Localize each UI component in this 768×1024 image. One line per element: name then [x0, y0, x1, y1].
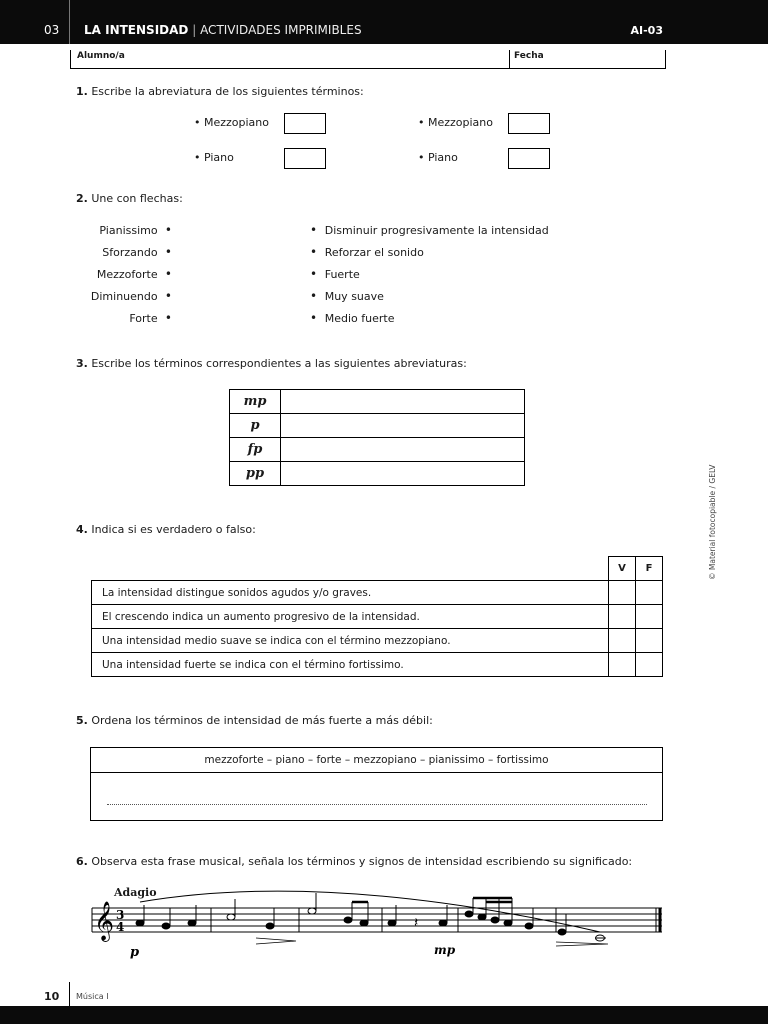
footer-bar: [0, 1006, 768, 1024]
q1-answer-box-1[interactable]: [284, 113, 326, 134]
match-right-item: • Reforzar el sonido: [310, 245, 424, 259]
unit-number: 03: [44, 23, 60, 37]
question-4: [76, 523, 256, 536]
statement: Una intensidad medio suave se indica con el término mezzopiano.: [92, 629, 609, 653]
question-5: [76, 714, 433, 727]
date-label: Fecha: [514, 51, 544, 61]
question-1-number: 1.: [76, 85, 88, 98]
page-header: [0, 0, 768, 44]
true-false-table: [91, 556, 663, 677]
question-6: [76, 855, 632, 868]
q1-answer-box-4[interactable]: [508, 148, 550, 169]
order-box: [90, 747, 663, 821]
answer-line[interactable]: [107, 804, 647, 805]
activity-code: AI-03: [630, 24, 663, 37]
true-column-header: V: [609, 557, 636, 581]
question-2-number: 2.: [76, 192, 88, 205]
unit-title-main: LA INTENSIDAD: [84, 23, 189, 37]
true-checkbox[interactable]: [609, 653, 636, 677]
dynamic-symbol: fp: [230, 438, 281, 462]
tempo-marking: Adagio: [114, 886, 157, 899]
match-right-item: • Muy suave: [310, 289, 384, 303]
match-left-item: Forte •: [129, 311, 172, 325]
music-score: [88, 880, 668, 965]
time-signature-bottom: 4: [116, 920, 125, 934]
staff: [92, 908, 662, 932]
match-right-item: • Disminuir progresivamente la intensidad: [310, 223, 549, 237]
q1-item-1: • Mezzopiano: [194, 116, 270, 129]
match-left-item: Diminuendo •: [90, 289, 172, 303]
false-checkbox[interactable]: [636, 629, 663, 653]
unit-title: LA INTENSIDAD | ACTIVIDADES IMPRIMIBLES: [84, 23, 362, 37]
answer-cell[interactable]: [281, 438, 525, 462]
student-date-divider: [509, 50, 510, 68]
q1-answer-box-2[interactable]: [508, 113, 550, 134]
match-left-item: Sforzando •: [102, 245, 172, 259]
treble-clef-icon: 𝄞: [94, 901, 115, 941]
false-checkbox[interactable]: [636, 653, 663, 677]
q1-item-3: • Piano: [194, 151, 234, 164]
q1-answer-box-3[interactable]: [284, 148, 326, 169]
true-checkbox[interactable]: [609, 581, 636, 605]
decrescendo-hairpin: [556, 942, 608, 946]
true-checkbox[interactable]: [609, 629, 636, 653]
statement: Una intensidad fuerte se indica con el término fortissimo.: [92, 653, 609, 677]
footer-label: Música I: [76, 992, 109, 1001]
header-divider: [69, 0, 70, 44]
crescendo-hairpin: [256, 938, 296, 944]
match-right-item: • Medio fuerte: [310, 311, 395, 325]
match-left-column: [60, 223, 172, 333]
match-right-item: • Fuerte: [310, 267, 360, 281]
q1-item-2: • Mezzopiano: [418, 116, 494, 129]
dynamic-symbol: mp: [230, 390, 281, 414]
student-date-bar: [70, 50, 666, 69]
answer-cell[interactable]: [281, 462, 525, 486]
copyright-note: © Material fotocopiable / GELV: [708, 464, 717, 580]
dynamic-symbol: p: [230, 414, 281, 438]
unit-subtitle: ACTIVIDADES IMPRIMIBLES: [200, 23, 362, 37]
dynamic-mp: mp: [434, 943, 456, 957]
notes: [136, 893, 606, 941]
student-label: Alumno/a: [77, 51, 125, 61]
question-3-number: 3.: [76, 357, 88, 370]
question-3-text: Escribe los términos correspondientes a las siguientes abreviaturas:: [91, 357, 467, 370]
question-2-text: Une con flechas:: [91, 192, 183, 205]
question-4-number: 4.: [76, 523, 88, 536]
q1-item-4: • Piano: [418, 151, 458, 164]
dynamic-p: p: [130, 945, 140, 960]
question-2: [76, 192, 183, 205]
true-checkbox[interactable]: [609, 605, 636, 629]
false-column-header: F: [636, 557, 663, 581]
question-5-number: 5.: [76, 714, 88, 727]
statement: La intensidad distingue sonidos agudos y/o graves.: [92, 581, 609, 605]
question-1-text: Escribe la abreviatura de los siguientes términos:: [91, 85, 364, 98]
question-5-text: Ordena los términos de intensidad de más fuerte a más débil:: [91, 714, 433, 727]
question-4-text: Indica si es verdadero o falso:: [91, 523, 256, 536]
false-checkbox[interactable]: [636, 605, 663, 629]
question-6-number: 6.: [76, 855, 88, 868]
dynamic-symbol: pp: [230, 462, 281, 486]
question-3: [76, 357, 467, 370]
answer-cell[interactable]: [281, 414, 525, 438]
answer-cell[interactable]: [281, 390, 525, 414]
quarter-rest-icon: 𝄽: [414, 915, 419, 931]
terms-list: mezzoforte – piano – forte – mezzopiano – pianissimo – fortissimo: [91, 748, 662, 773]
match-left-item: Mezzoforte •: [96, 267, 172, 281]
match-right-column: [310, 223, 549, 333]
footer-divider: [69, 982, 70, 1006]
match-left-item: Pianissimo •: [99, 223, 172, 237]
time-signature-top: 3: [116, 908, 125, 922]
abbreviation-table: [229, 389, 525, 486]
page-number: 10: [44, 990, 60, 1003]
question-1: [76, 85, 364, 98]
question-6-text: Observa esta frase musical, señala los términos y signos de intensidad escribiendo su significado:: [91, 855, 633, 868]
false-checkbox[interactable]: [636, 581, 663, 605]
statement: El crescendo indica un aumento progresivo de la intensidad.: [92, 605, 609, 629]
